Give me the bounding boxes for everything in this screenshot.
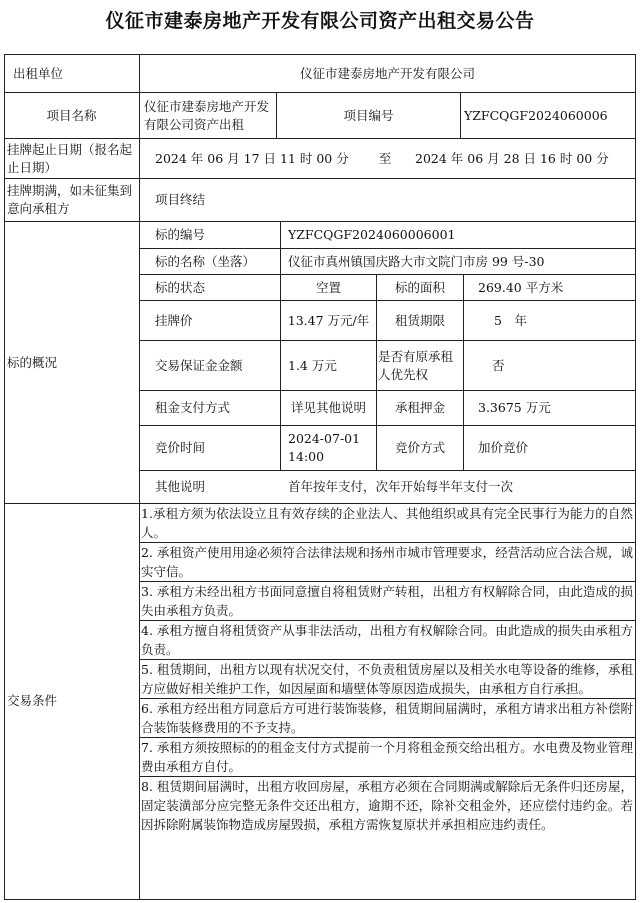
deposit-value: 1.4 万元 xyxy=(288,357,337,373)
col-divider xyxy=(463,274,464,470)
payment-label: 租金支付方式 xyxy=(155,400,231,415)
no-bidder-label: 挂牌期满，如未征集到意向承租方 xyxy=(7,183,133,216)
priority-value: 否 xyxy=(492,357,505,373)
condition-item: 2. 承租资产使用用途必须符合法律法规和扬州市城市管理要求，经营活动应合法合规，诚实守信。 xyxy=(139,543,635,582)
other-label: 其他说明 xyxy=(155,479,206,494)
status-value: 空置 xyxy=(315,279,341,295)
priority-label: 是否有原承租人优先权 xyxy=(378,348,454,382)
bid-time-label: 竞价时间 xyxy=(155,440,206,455)
lot-name-value: 仪征市真州镇国庆路大市文院门市房 99 号-30 xyxy=(288,253,545,269)
lot-no-label: 标的编号 xyxy=(155,227,206,242)
condition-item: 7. 承租方须按照标的的租金支付方式提前一个月将租金预交给出租方。水电费及物业管理费由承租方自付。 xyxy=(139,738,635,777)
bid-time-value: 2024-07-01 14:00 xyxy=(288,431,361,464)
project-no-value: YZFCQGF2024060006 xyxy=(464,107,608,123)
price-value: 13.47 万元/年 xyxy=(287,312,370,328)
listing-start: 2024 年 06 月 17 日 11 时 00 分 xyxy=(155,150,349,166)
area-value: 269.40 平方米 xyxy=(478,279,564,295)
listing-period-label: 挂牌起止日期（报名起止日期） xyxy=(7,141,133,175)
condition-item: 6. 承租方经出租方同意后方可进行装饰装修，租赁期间届满时，承租方请求出租方补偿附合装饰装修费用的不予支持。 xyxy=(139,699,635,738)
page-title: 仪征市建泰房地产开发有限公司资产出租交易公告 xyxy=(105,10,535,32)
pledge-value: 3.3675 万元 xyxy=(478,400,551,415)
area-label: 标的面积 xyxy=(394,279,445,295)
lot-no-value: YZFCQGF2024060006001 xyxy=(288,227,456,242)
bid-method-label: 竞价方式 xyxy=(394,440,445,455)
project-no-label: 项目编号 xyxy=(343,107,394,123)
conditions-list xyxy=(139,504,635,898)
lessor-value: 仪征市建泰房地产开发有限公司 xyxy=(299,65,475,81)
payment-value: 详见其他说明 xyxy=(290,400,366,415)
condition-item: 5. 租赁期间，出租方以现有状况交付，不负责租赁房屋以及相关水电等设备的维修，承租方应做好相关维护工作，如因屋面和墙壁体等原因造成损失，由承租方自行承担。 xyxy=(139,660,635,699)
no-bidder-value: 项目终结 xyxy=(155,192,206,207)
deposit-label: 交易保证金金额 xyxy=(155,357,243,373)
status-label: 标的状态 xyxy=(155,279,206,295)
condition-item: 3. 承租方未经出租方书面同意擅自将租赁财产转租，出租方有权解除合同，由此造成的损失由承租方负责。 xyxy=(139,582,635,621)
project-name-value: 仪征市建泰房地产开发有限公司资产出租 xyxy=(144,98,270,132)
condition-item: 1.承租方须为依法设立且有效存续的企业法人、其他组织或具有完全民事行为能力的自然人。 xyxy=(139,504,635,543)
project-name-label: 项目名称 xyxy=(46,107,97,123)
price-label: 挂牌价 xyxy=(155,312,193,328)
condition-item: 4. 承租方擅自将租赁资产从事非法活动，出租方有权解除合同。由此造成的损失由承租方负责。 xyxy=(139,621,635,660)
col-divider xyxy=(280,221,281,470)
lessor-label: 出租单位 xyxy=(13,65,64,81)
term-label: 租赁期限 xyxy=(394,312,445,328)
condition-item: 8. 租赁期间届满时，出租方收回房屋，承租方必须在合同期满或解除后无条件归还房屋，固定装潢部分应完整无条件交还出租方，逾期不还，除补交租金外，还应偿付违约金。若因拆除附属装饰物造成房屋毁损，承租方需恢复原状并承担相应违约责任。 xyxy=(141,779,633,832)
pledge-label: 承租押金 xyxy=(394,400,445,415)
listing-to: 至 xyxy=(378,150,392,166)
term-value: 5 年 xyxy=(494,312,527,328)
listing-end: 2024 年 06 月 28 日 16 时 00 分 xyxy=(415,150,609,166)
overview-label: 标的概况 xyxy=(7,354,58,370)
lot-name-label: 标的名称（坐落） xyxy=(155,253,256,269)
conditions-label: 交易条件 xyxy=(7,693,58,708)
col-divider xyxy=(460,92,461,138)
bid-method-value: 加价竞价 xyxy=(478,440,529,455)
other-value: 首年按年支付，次年开始每半年支付一次 xyxy=(288,479,514,494)
